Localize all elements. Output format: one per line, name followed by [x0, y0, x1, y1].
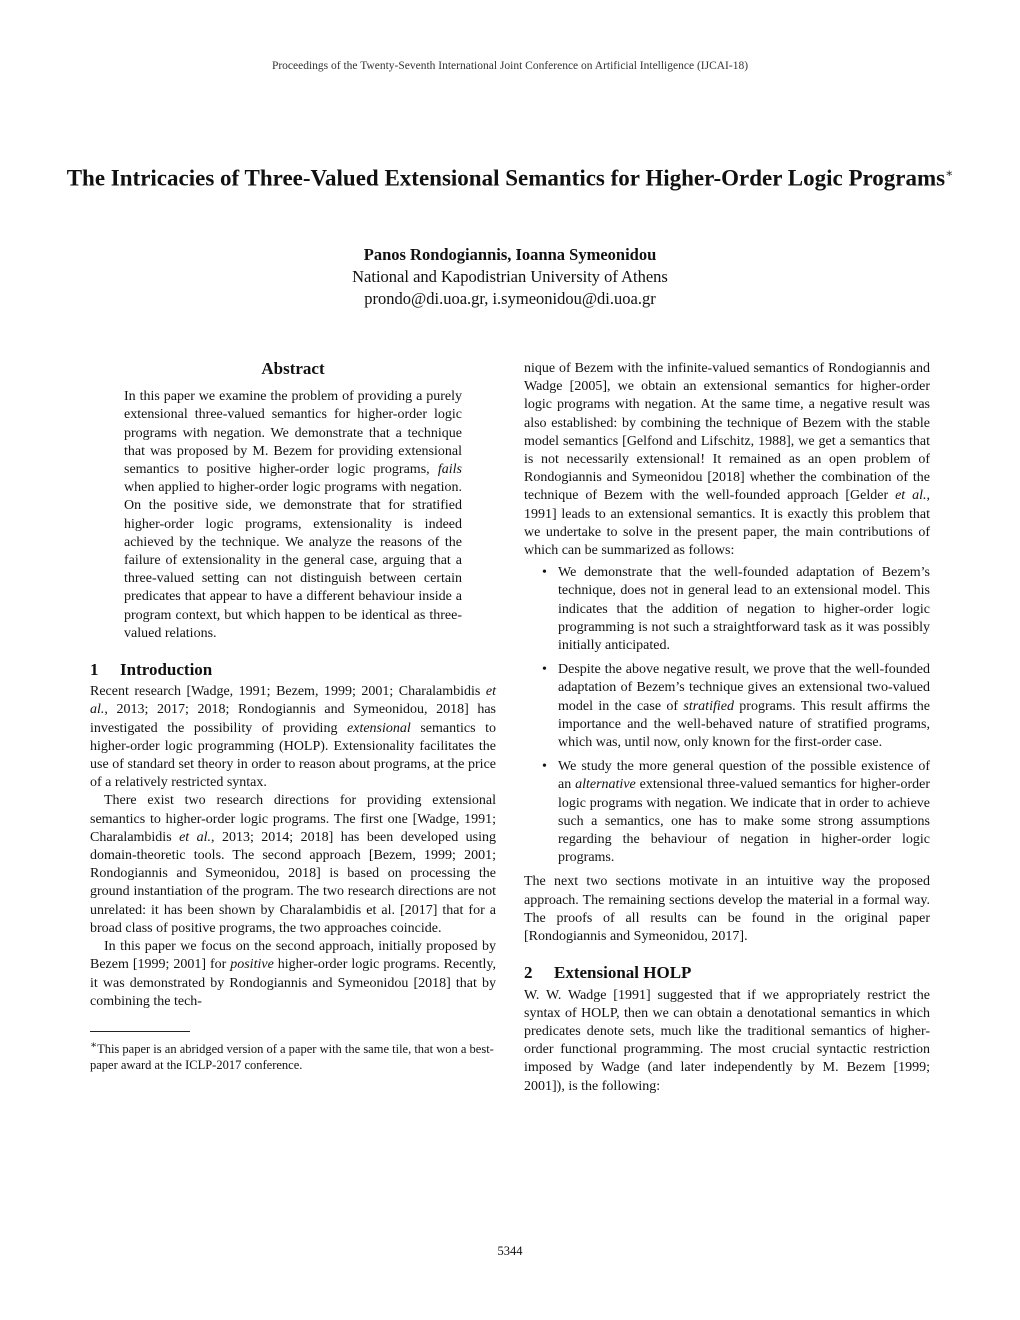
abstract-emph: fails	[437, 462, 463, 478]
text-emph: stratified	[683, 698, 734, 714]
abstract-heading: Abstract	[261, 359, 325, 378]
text-run: Despite the above negative result, we prove that the well-founded adaptation of Bezem’s technique gives an extensional two-valued model in the case of	[558, 662, 930, 714]
running-header: Proceedings of the Twenty-Seventh International Joint Conference on Artificial Intelligence (IJCAI-18)	[271, 60, 749, 72]
text-emph: alternative	[575, 777, 636, 793]
text-run: , 1991] leads to an extensional semantics. It is exactly this problem that we undertake to solve in the present paper, the main contributions of which can be summarized as follows:	[524, 488, 930, 559]
footnote-rule	[90, 1031, 190, 1032]
section-number: 1	[90, 660, 99, 680]
text-emph: extensional	[347, 720, 411, 736]
list-item	[558, 661, 930, 752]
intro-paragraph-2	[90, 792, 496, 938]
right-paragraph-1	[524, 360, 930, 560]
text-run: We demonstrate that the well-founded adaptation of Bezem’s technique, does not in general lead to an extensional model. This indicates that the addition of negation to higher-order logic programming is not such a straightforward task as it was possibly initially anticipated.	[558, 565, 930, 654]
left-column	[90, 360, 496, 1073]
section-title: Introduction	[120, 660, 213, 680]
section-number: 2	[524, 963, 533, 983]
text-emph: et al.	[895, 488, 927, 504]
text-run: Recent research [Wadge, 1991; Bezem, 1999; 2001; Charalambidis	[90, 684, 481, 700]
footnote	[90, 1038, 496, 1073]
footnote-text: This paper is an abridged version of a paper with the same tile, that won a best-paper award at the ICLP-2017 conference.	[90, 1042, 494, 1073]
text-run: , 2013; 2017; 2018; Rondogiannis and Symeonidou, 2018] has investigated the possibility of providing	[90, 702, 496, 736]
text-run: There exist two research directions for providing extensional semantics to higher-order logic programs. The first one [Wadge, 1991; Charalambidis	[90, 793, 496, 845]
right-paragraph-3: W. W. Wadge [1991] suggested that if we appropriately restrict the syntax of HOLP, then we can obtain a denotational semantics in which predicates denote sets, much like the traditional semantics of higher-order functional programming. The most crucial syntactic restriction imposed by Wadge (and later independently by M. Bezem [1999; 2001]), is the following:	[524, 987, 930, 1094]
contribution-list	[524, 564, 930, 867]
author-names: Panos Rondogiannis, Ioanna Symeonidou	[363, 245, 657, 264]
text-run: semantics to higher-order logic programming (HOLP). Extensionality facilitates the use of standard set theory in order to reason about programs, at the price of a relatively restricted syntax.	[90, 720, 497, 791]
text-run: extensional three-valued semantics for higher-order logic programs with negation. We indicate that in order to achieve such a semantics, one has to make some strong assumptions regarding the behaviour of negation in higher-order logic programs.	[558, 777, 931, 866]
page-number: 5344	[497, 1244, 523, 1258]
intro-paragraph-1	[90, 683, 496, 792]
abstract-text-2: when applied to higher-order logic programs with negation. On the positive side, we demonstrate that for stratified higher-order logic programs, extensionality is indeed achieved by the technique. We analyze the reasons of the failure of extensionality in the general case, arguing that a three-valued setting can not distinguish between certain predicates that appear to have a different behaviour inside a program context, but which happen to be identical as three-valued relations.	[124, 480, 462, 641]
right-paragraph-2: The next two sections motivate in an intuitive way the proposed approach. The remaining sections develop the material in a formal way. The proofs of all results can be found in the original paper [Rondogiannis and Symeonidou, 2017].	[524, 874, 930, 945]
text-emph: et al.	[179, 829, 212, 845]
list-item	[558, 564, 930, 655]
title-footnote-mark: ∗	[945, 166, 954, 180]
text-run: We study the more general question of the possible existence of an	[558, 759, 930, 793]
text-run: higher-order logic programs. Recently, it was demonstrated by Rondogiannis and Symeonidou [2018] that by combining the tech-	[90, 957, 496, 1009]
author-affiliation: National and Kapodistrian University of Athens	[352, 267, 668, 286]
paper-title	[60, 158, 960, 194]
text-run: , 2013; 2014; 2018] has been developed using domain-theoretic tools. The second approach [Bezem, 1999; 2001; Rondogiannis and Symeonidou, 2018] is based on processing the ground instantiation of the program. The two research directions are not unrelated: it has been shown by Charalambidis et al. [2017] that for a broad class of positive programs, the two approaches coincide.	[90, 829, 496, 936]
text-emph: positive	[230, 957, 274, 973]
text-run: nique of Bezem with the infinite-valued semantics of Rondogiannis and Wadge [2005], we obtain an extensional semantics for higher-order logic programs with negation. At the same time, a negative result was also established: by combining the technique of Bezem with the stable model semantics [Gelfond and Lifschitz, 1988], we get a semantics that is not necessarily extensional! It remained as an open problem of Rondogiannis and Symeonidou [2018] whether the combination of the technique of Bezem with the well-founded approach [Gelder	[524, 361, 930, 504]
list-item	[558, 758, 930, 867]
section-heading-introduction	[90, 661, 496, 679]
intro-paragraph-3	[90, 938, 496, 1011]
text-emph: et al.	[90, 684, 497, 718]
right-column	[524, 360, 930, 1096]
abstract-text-1: In this paper we examine the problem of providing a purely extensional three-valued semantics for higher-order logic programs with negation. We demonstrate that a technique that was proposed by M. Bezem for providing extensional semantics to positive higher-order logic programs,	[124, 389, 462, 478]
title-text: The Intricacies of Three-Valued Extensional Semantics for Higher-Order Logic Programs	[66, 165, 946, 191]
footnote-mark: ∗	[90, 1039, 98, 1051]
author-emails: prondo@di.uoa.gr, i.symeonidou@di.uoa.gr	[364, 289, 656, 308]
text-run: In this paper we focus on the second approach, initially proposed by Bezem [1999; 2001] for	[90, 939, 496, 973]
section-heading-extensional-holp	[524, 964, 930, 982]
section-title: Extensional HOLP	[554, 963, 692, 983]
text-run: programs. This result affirms the importance and the well-behaved nature of stratified programs, which was, until now, only known for the first-order case.	[558, 698, 930, 751]
abstract-body	[90, 388, 496, 643]
author-block	[0, 244, 1020, 310]
